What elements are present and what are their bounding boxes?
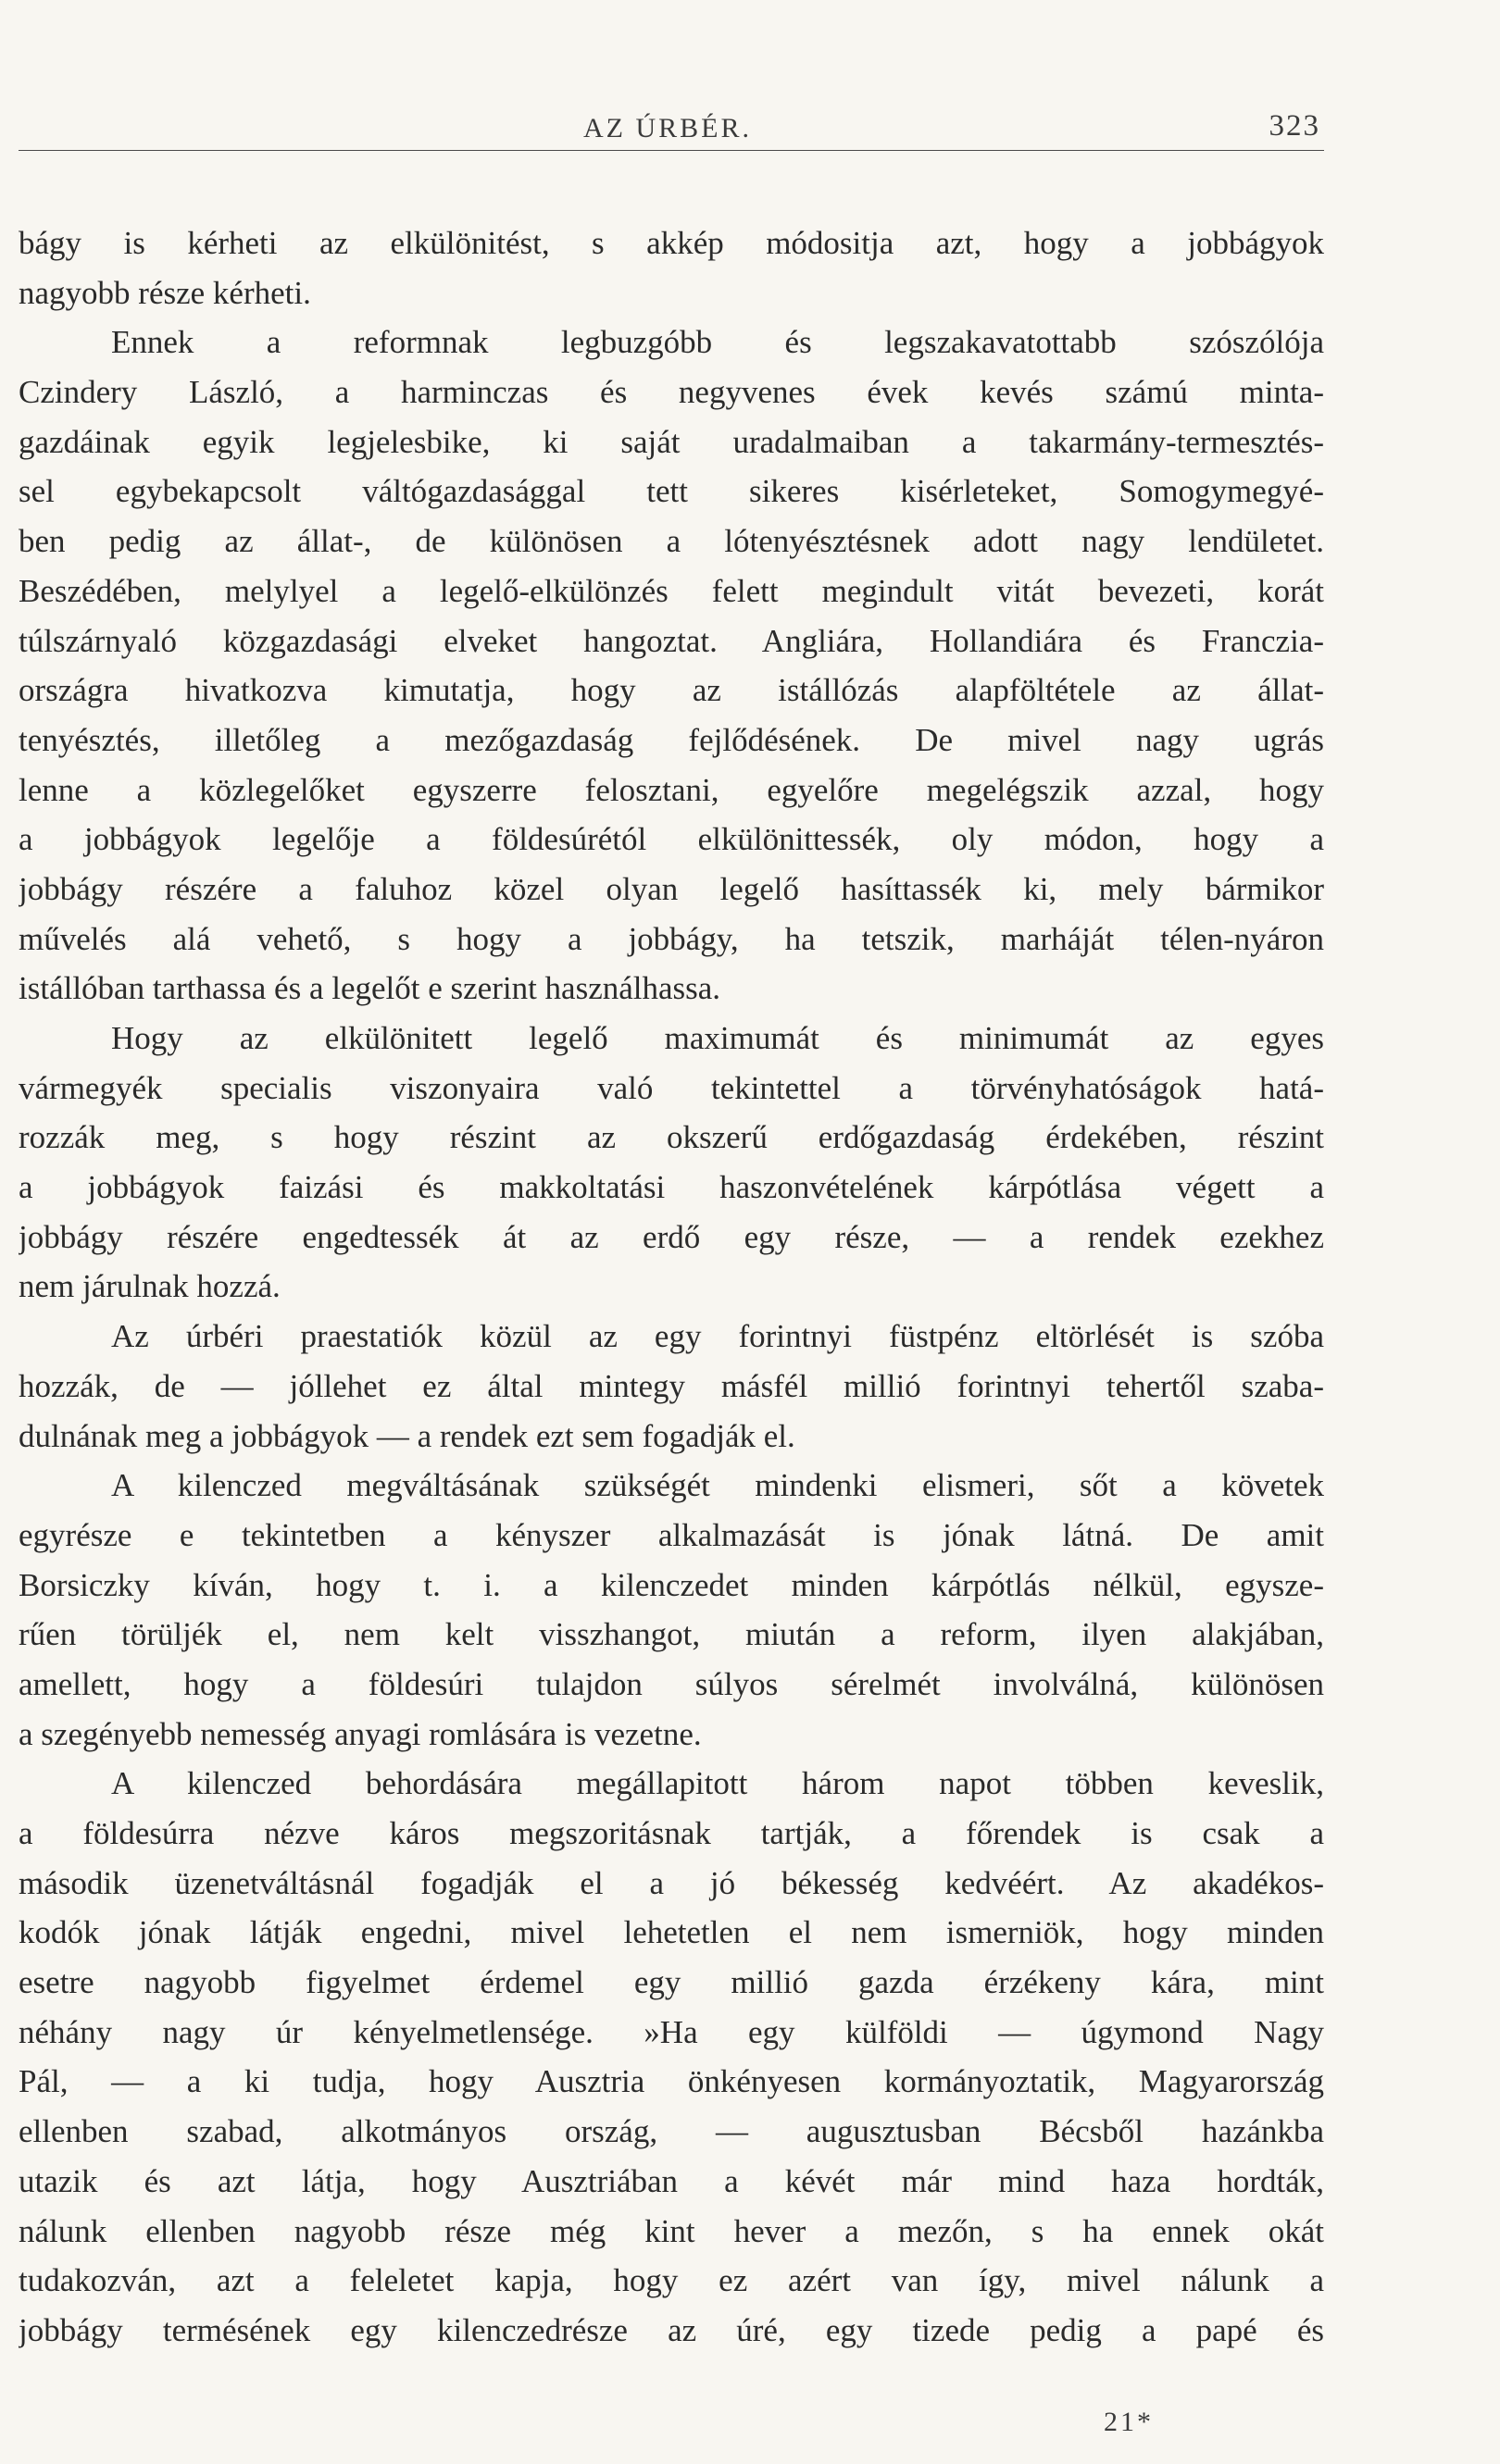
text-line: hozzák, de — jóllehet ez által mintegy másfél millió forintnyi tehertől szaba- bbox=[19, 1367, 1324, 1404]
text-line: Beszédében, melylyel a legelő-elkülönzés felett megindult vitát bevezeti, korát bbox=[19, 572, 1324, 609]
text-line: a szegényebb nemesség anyagi romlására is vezetne. bbox=[19, 1715, 702, 1752]
text-line: Hogy az elkülönitett legelő maximumát és minimumát az egyes bbox=[111, 1020, 1324, 1056]
page-number: 323 bbox=[1269, 109, 1320, 143]
text-line: Pál, — a ki tudja, hogy Ausztria önkényesen kormányoztatik, Magyarország bbox=[19, 2063, 1324, 2100]
text-line: néhány nagy úr kényelmetlensége. »Ha egy külföldi — úgymond Nagy bbox=[19, 2013, 1324, 2050]
text-line: amellett, hogy a földesúri tulajdon súlyos sérelmét involválná, különösen bbox=[19, 1665, 1324, 1702]
body-text bbox=[19, 218, 1324, 2356]
text-line: lenne a közlegelőket egyszerre felosztani, egyelőre megelégszik azzal, hogy bbox=[19, 771, 1324, 808]
text-line: bágy is kérheti az elkülönitést, s akkép módositja azt, hogy a jobbágyok bbox=[19, 225, 1324, 261]
text-line: Az úrbéri praestatiók közül az egy forintnyi füstpénz eltörlését is szóba bbox=[111, 1318, 1324, 1355]
text-line: egyrésze e tekintetben a kényszer alkalmazását is jónak látná. De amit bbox=[19, 1516, 1324, 1553]
text-line: második üzenetváltásnál fogadják el a jó békesség kedvéért. Az akadékos- bbox=[19, 1864, 1324, 1901]
text-line: ellenben szabad, alkotmányos ország, — augusztusban Bécsből hazánkba bbox=[19, 2113, 1324, 2150]
text-line: sel egybekapcsolt váltógazdasággal tett sikeres kisérleteket, Somogymegyé- bbox=[19, 473, 1324, 510]
text-line: országra hivatkozva kimutatja, hogy az istállózás alapföltétele az állat- bbox=[19, 672, 1324, 709]
text-line: istállóban tarthassa és a legelőt e szerint használhassa. bbox=[19, 970, 721, 1007]
text-line: művelés alá vehető, s hogy a jobbágy, ha tetszik, marháját télen-nyáron bbox=[19, 920, 1324, 957]
text-line: tenyésztés, illetőleg a mezőgazdaság fejlődésének. De mivel nagy ugrás bbox=[19, 721, 1324, 758]
text-line: Czindery László, a harminczas és negyvenes évek kevés számú minta- bbox=[19, 374, 1324, 411]
text-line: esetre nagyobb figyelmet érdemel egy millió gazda érzékeny kára, mint bbox=[19, 1964, 1324, 2001]
text-line: Borsiczky kíván, hogy t. i. a kilenczedet minden kárpótlás nélkül, egysze- bbox=[19, 1566, 1324, 1603]
text-line: rozzák meg, s hogy részint az okszerű erdőgazdaság érdekében, részint bbox=[19, 1119, 1324, 1156]
text-line: jobbágy termésének egy kilenczedrésze az úré, egy tizede pedig a papé és bbox=[19, 2311, 1324, 2348]
text-line: nem járulnak hozzá. bbox=[19, 1268, 281, 1305]
text-line: gazdáinak egyik legjelesbike, ki saját uradalmaiban a takarmány-termesztés- bbox=[19, 423, 1324, 460]
running-head: AZ ÚRBÉR. bbox=[583, 113, 753, 143]
text-line: dulnának meg a jobbágyok — a rendek ezt sem fogadják el. bbox=[19, 1417, 795, 1454]
page-header bbox=[19, 104, 1324, 151]
text-line: jobbágy részére engedtessék át az erdő egy része, — a rendek ezekhez bbox=[19, 1218, 1324, 1255]
text-line: túlszárnyaló közgazdasági elveket hangoztat. Angliára, Hollandiára és Franczia- bbox=[19, 622, 1324, 659]
signature-mark: 21* bbox=[1104, 2407, 1154, 2437]
text-line: ben pedig az állat-, de különösen a lótenyésztésnek adott nagy lendületet. bbox=[19, 523, 1324, 560]
text-line: tudakozván, azt a feleletet kapja, hogy ez azért van így, mivel nálunk a bbox=[19, 2262, 1324, 2299]
text-line: jobbágy részére a faluhoz közel olyan legelő hasíttassék ki, mely bármikor bbox=[19, 870, 1324, 907]
text-line: A kilenczed megváltásának szükségét mindenki elismeri, sőt a követek bbox=[111, 1467, 1324, 1504]
text-line: A kilenczed behordására megállapitott három napot többen keveslik, bbox=[111, 1765, 1324, 1802]
text-line: rűen törüljék el, nem kelt visszhangot, miután a reform, ilyen alakjában, bbox=[19, 1616, 1324, 1653]
text-line: utazik és azt látja, hogy Ausztriában a kévét már mind haza hordták, bbox=[19, 2162, 1324, 2199]
text-line: nálunk ellenben nagyobb része még kint hever a mezőn, s ha ennek okát bbox=[19, 2212, 1324, 2249]
text-line: a jobbágyok legelője a földesúrétól elkülönittessék, oly módon, hogy a bbox=[19, 821, 1324, 858]
text-line: a földesúrra nézve káros megszoritásnak tartják, a főrendek is csak a bbox=[19, 1815, 1324, 1851]
text-line: a jobbágyok faizási és makkoltatási haszonvételének kárpótlása végett a bbox=[19, 1169, 1324, 1206]
text-line: nagyobb része kérheti. bbox=[19, 274, 311, 311]
text-line: kodók jónak látják engedni, mivel lehetetlen el nem ismerniök, hogy minden bbox=[19, 1914, 1324, 1951]
text-line: Ennek a reformnak legbuzgóbb és legszakavatottabb szószólója bbox=[111, 324, 1324, 361]
text-line: vármegyék specialis viszonyaira való tekintettel a törvényhatóságok hatá- bbox=[19, 1069, 1324, 1106]
